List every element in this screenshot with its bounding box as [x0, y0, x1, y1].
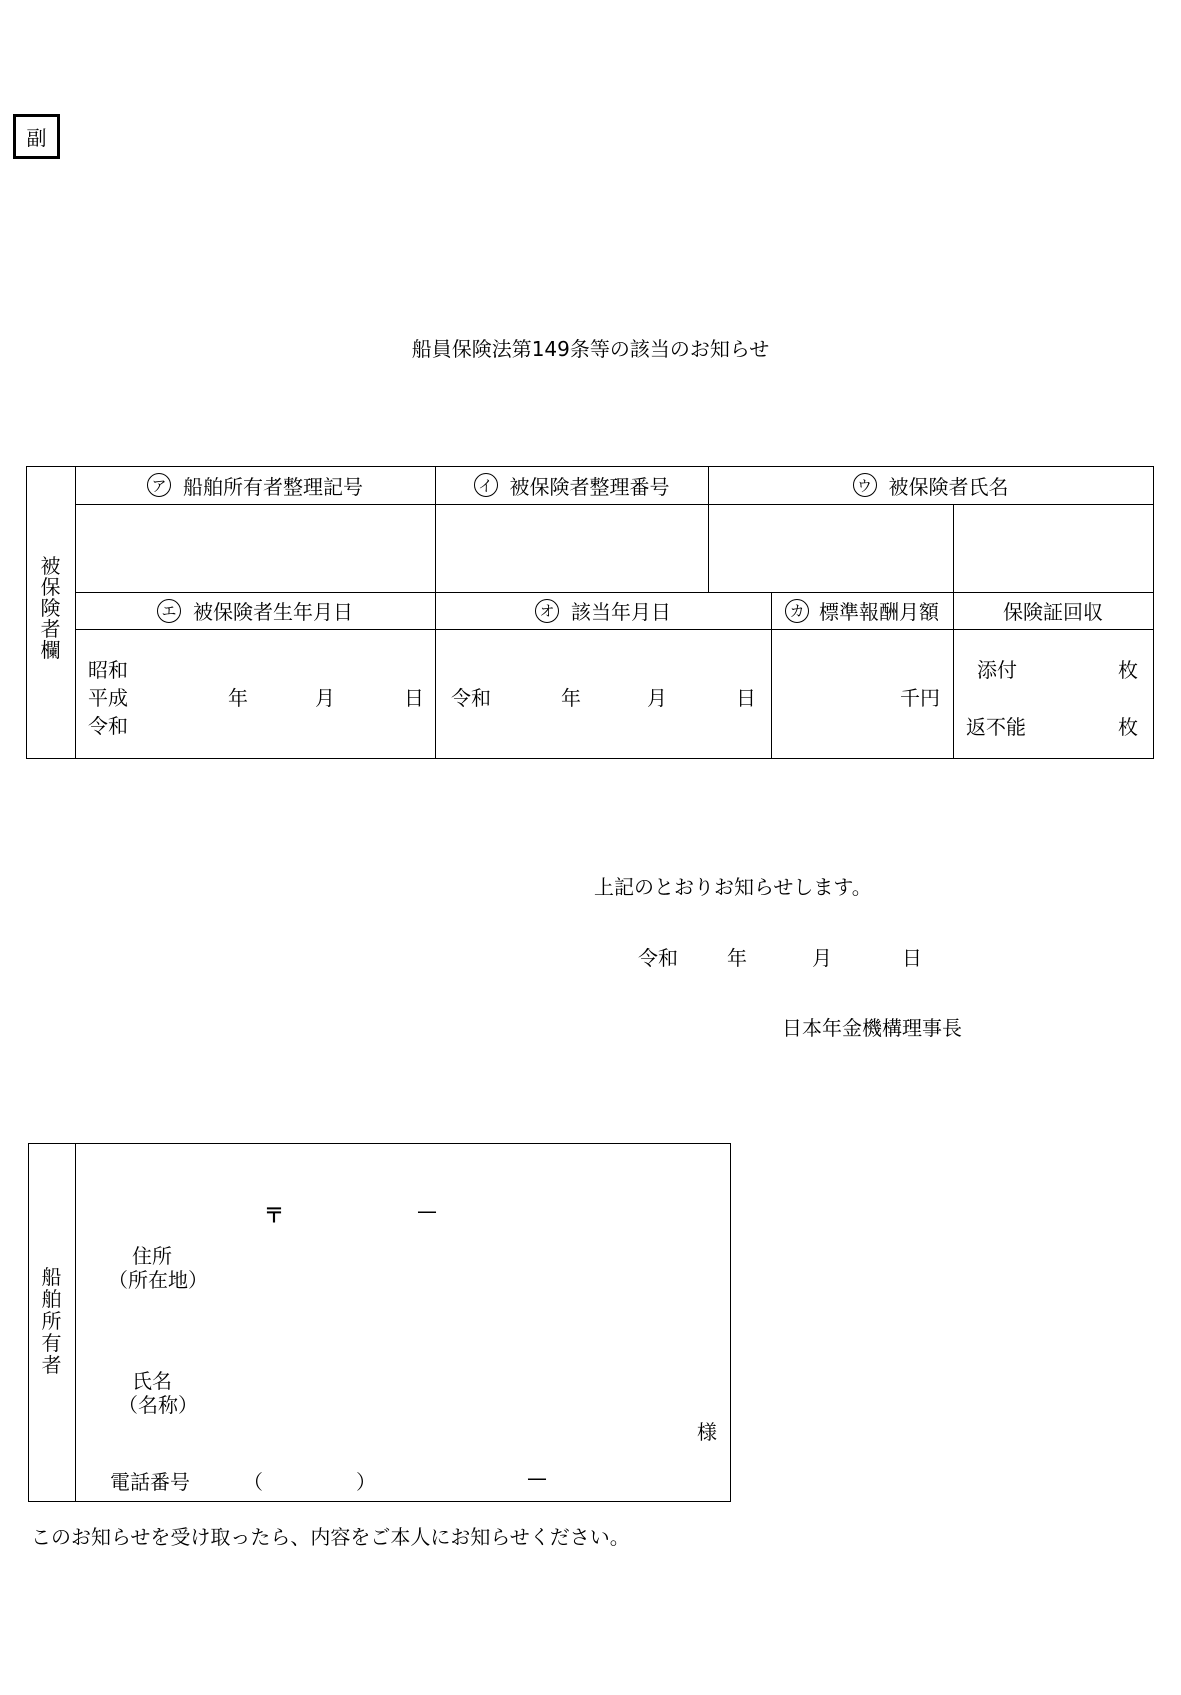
address-field[interactable]	[240, 1210, 710, 1290]
birth-year-label: 年	[228, 686, 248, 710]
birth-month-label: 月	[315, 686, 335, 710]
card-attached-unit: 枚	[1118, 658, 1138, 682]
mark-a: ア	[147, 473, 171, 497]
notice-date-year: 年	[727, 946, 747, 970]
name-sub-label: （名称）	[118, 1393, 198, 1417]
header-birth-date: エ 被保険者生年月日	[75, 592, 435, 629]
honorific-sama: 様	[697, 1420, 717, 1444]
insured-name-extra-field[interactable]	[954, 505, 1152, 591]
mark-o: オ	[535, 599, 559, 623]
applicable-year-label: 年	[561, 686, 581, 710]
address-label: 住所	[132, 1244, 172, 1268]
header-standard-salary: カ 標準報酬月額	[771, 592, 953, 629]
header-applicable-date: オ 該当年月日	[435, 592, 771, 629]
header-insured-name: ウ 被保険者氏名	[708, 466, 1153, 504]
card-unreturnable-label: 返不能	[966, 715, 1026, 739]
notice-issuer: 日本年金機構理事長	[782, 1016, 962, 1040]
phone-paren-open: （	[243, 1470, 263, 1494]
mark-i: イ	[474, 473, 498, 497]
salary-unit: 千円	[900, 686, 940, 710]
phone-paren-close: ）	[356, 1470, 376, 1494]
footer-note: このお知らせを受け取ったら、内容をご本人にお知らせください。	[31, 1525, 630, 1549]
notice-date-era: 令和	[638, 946, 678, 970]
birth-day-label: 日	[404, 686, 424, 710]
name-field[interactable]	[240, 1350, 690, 1420]
applicable-month-label: 月	[647, 686, 667, 710]
name-label: 氏名	[132, 1369, 172, 1393]
header-owner-code: ア 船舶所有者整理記号	[75, 466, 435, 504]
mark-ka: カ	[785, 599, 809, 623]
phone-label: 電話番号	[110, 1470, 190, 1494]
notice-message: 上記のとおりお知らせします。	[594, 875, 872, 899]
owner-side-label: 船 舶 所 有 者	[41, 1265, 62, 1377]
insured-number-field[interactable]	[436, 505, 707, 591]
notice-date-month: 月	[812, 946, 832, 970]
insured-name-field[interactable]	[709, 505, 952, 591]
document-title: 船員保険法第149条等の該当のお知らせ	[411, 337, 770, 361]
applicable-era: 令和	[451, 686, 491, 710]
card-attached-label: 添付	[977, 658, 1017, 682]
era-reiwa: 令和	[88, 714, 128, 738]
address-sub-label: （所在地）	[108, 1268, 208, 1292]
applicable-day-label: 日	[736, 686, 756, 710]
era-heisei: 平成	[88, 686, 128, 710]
notice-date-day: 日	[902, 946, 922, 970]
postal-mark: 〒	[264, 1203, 284, 1227]
mark-e: エ	[157, 599, 181, 623]
card-unreturnable-unit: 枚	[1118, 715, 1138, 739]
mark-u: ウ	[853, 473, 877, 497]
header-insured-number: イ 被保険者整理番号	[435, 466, 708, 504]
phone-dash: —	[527, 1466, 547, 1490]
insured-side-label: 被 保 険 者 欄	[40, 554, 61, 662]
era-showa: 昭和	[88, 658, 128, 682]
copy-mark: 副	[13, 114, 60, 159]
owner-code-field[interactable]	[76, 505, 434, 591]
header-card-return: 保険証回収	[1003, 600, 1103, 624]
postal-dash: —	[417, 1199, 437, 1223]
